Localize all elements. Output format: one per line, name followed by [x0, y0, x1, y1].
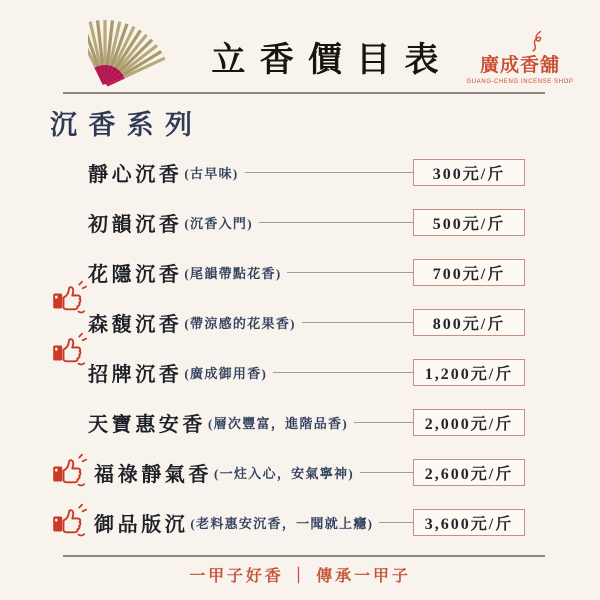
thumbs-up-icon [52, 280, 89, 314]
product-row [0, 197, 600, 247]
page-title: 立香價目表 [211, 42, 453, 79]
shop-logo [454, 30, 586, 85]
product-name: 森馥沉香 [88, 313, 183, 336]
product-desc: (老料惠安沉香，一聞就上癮) [190, 515, 374, 531]
footer-slogan: 一甲子好香 ｜ 傳承一甲子 [189, 568, 411, 585]
product-row [0, 347, 600, 397]
product-name: 花隱沉香 [88, 263, 183, 286]
price-box: 2,000元/斤 [413, 409, 525, 436]
thumbs-up-icon [52, 332, 89, 366]
connector-line [360, 472, 413, 473]
product-row [0, 447, 600, 497]
connector-line [273, 372, 413, 373]
product-row [0, 397, 600, 447]
header-divider [63, 92, 545, 94]
product-row [0, 297, 600, 347]
product-desc: (尾韻帶點花香) [184, 265, 282, 281]
price-box: 2,600元/斤 [413, 459, 525, 486]
product-row [0, 247, 600, 297]
product-desc: (沉香入門) [184, 215, 253, 231]
connector-line [259, 222, 413, 223]
footer-divider [63, 555, 545, 557]
thumbs-up-icon [52, 503, 89, 537]
product-name: 初韻沉香 [88, 213, 183, 236]
connector-line [354, 422, 413, 423]
connector-line [302, 322, 413, 323]
product-name: 御品版沉 [94, 513, 189, 536]
price-box: 800元/斤 [413, 309, 525, 336]
price-box: 3,600元/斤 [413, 509, 525, 536]
product-name: 靜心沉香 [88, 163, 183, 186]
connector-line [287, 272, 413, 273]
connector-line [245, 172, 413, 173]
product-desc: (帶涼感的花果香) [184, 315, 296, 331]
product-list [0, 147, 600, 547]
price-box: 300元/斤 [413, 159, 525, 186]
product-desc: (廣成御用香) [184, 365, 268, 381]
product-name: 天寶惠安香 [88, 413, 206, 436]
product-row [0, 147, 600, 197]
thumbs-up-icon [52, 453, 89, 487]
incense-smoke-icon [528, 30, 544, 52]
shop-logo-name: 廣成香舖 [479, 55, 560, 76]
incense-fan-icon [88, 6, 176, 92]
connector-line [379, 522, 413, 523]
product-row [0, 497, 600, 547]
price-box: 500元/斤 [413, 209, 525, 236]
product-desc: (一炷入心，安氣寧神) [214, 465, 354, 481]
shop-logo-subtitle: GUANG-CHENG INCENSE SHOP [466, 79, 574, 85]
product-name: 招牌沉香 [88, 363, 183, 386]
price-box: 700元/斤 [413, 259, 525, 286]
section-title: 沉香系列 [50, 110, 204, 140]
product-name: 福祿靜氣香 [94, 463, 212, 486]
price-box: 1,200元/斤 [413, 359, 525, 386]
product-desc: (層次豐富，進階品香) [208, 415, 348, 431]
product-desc: (古早味) [184, 165, 239, 181]
